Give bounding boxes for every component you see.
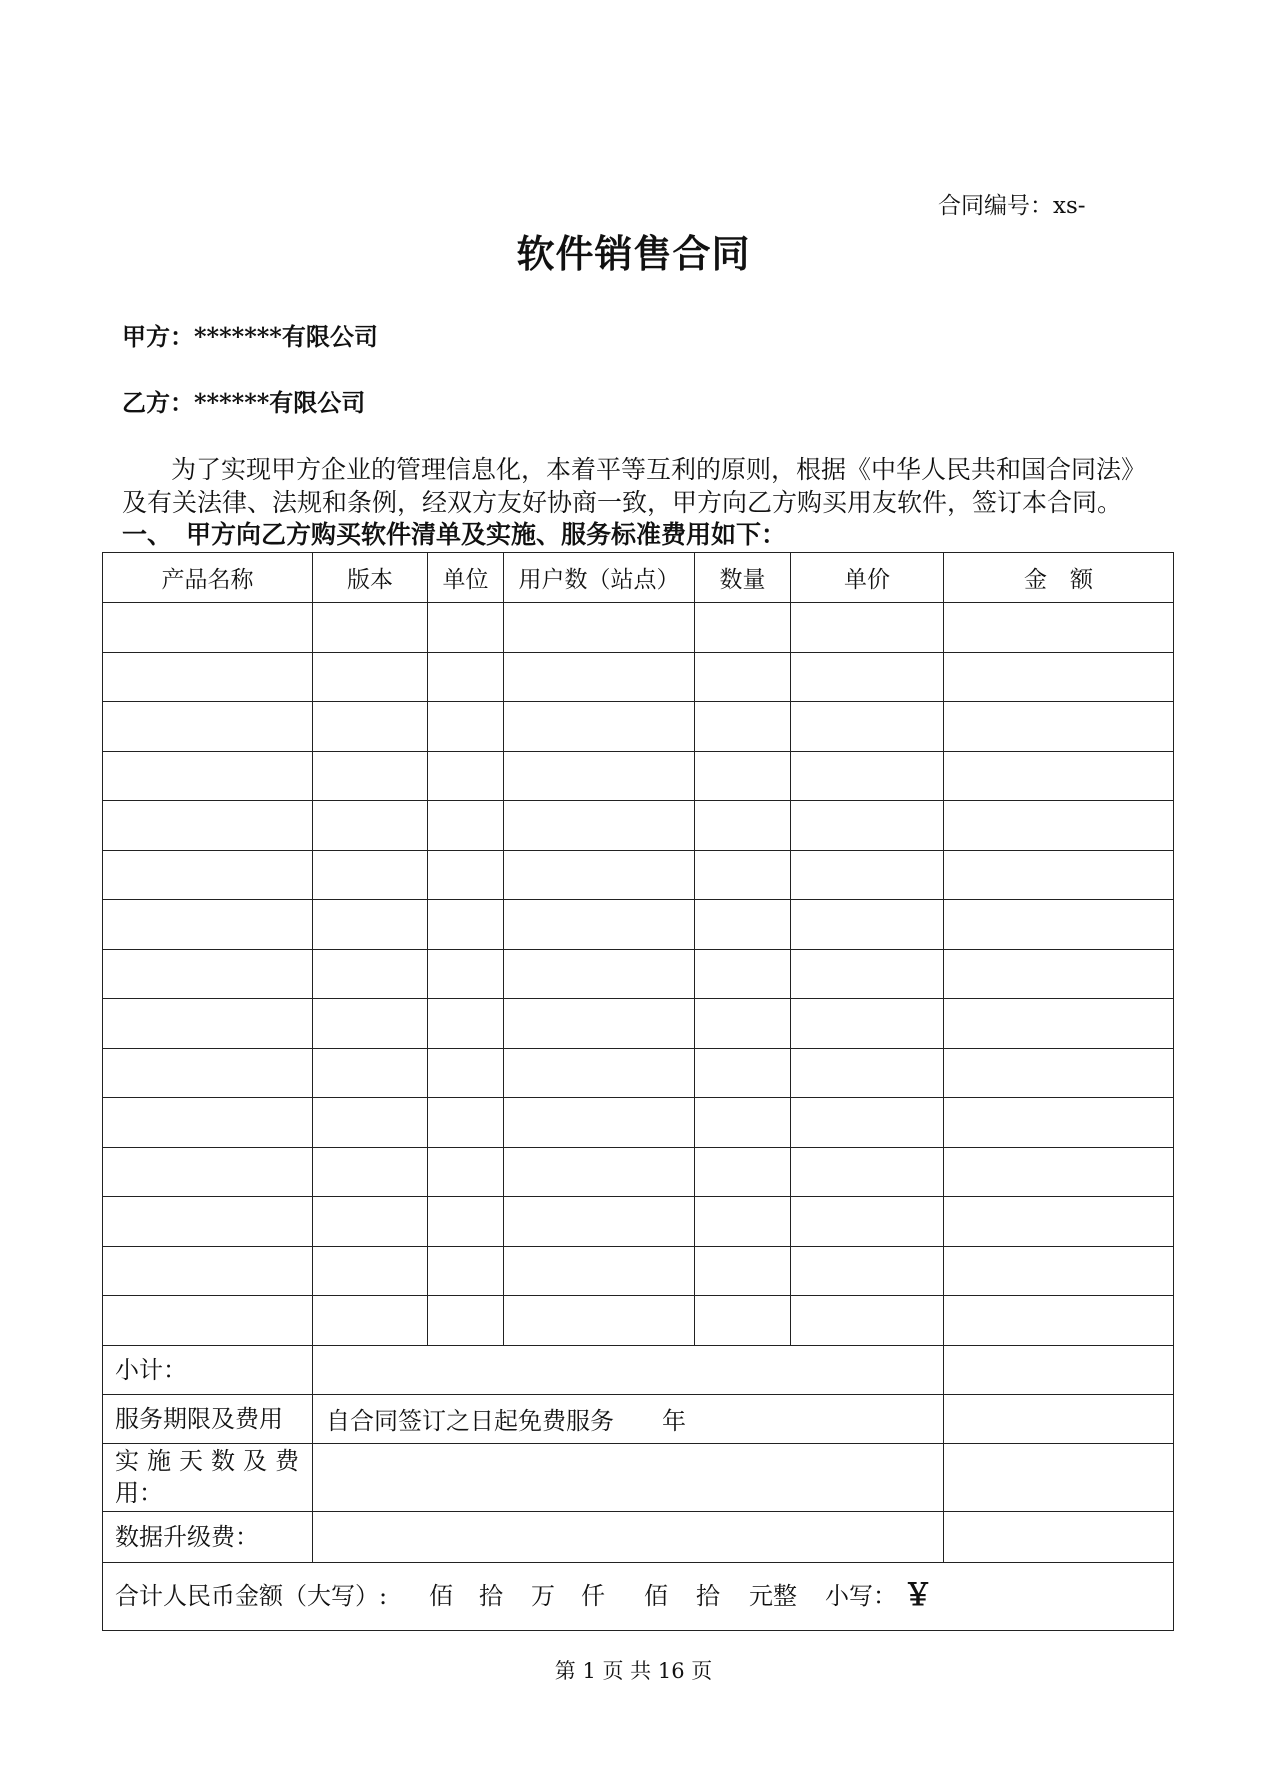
table-row (103, 801, 1174, 851)
intro-paragraph-line-2: 及有关法律、法规和条例，经双方友好协商一致，甲方向乙方购买用友软件，签订本合同。 (122, 488, 1123, 517)
table-cell (313, 900, 428, 950)
table-cell (428, 1098, 504, 1148)
table-row (103, 1098, 1174, 1148)
table-cell (695, 1147, 791, 1197)
table-row (103, 850, 1174, 900)
software-items-table (102, 552, 1174, 1631)
table-cell (504, 603, 695, 653)
table-cell (944, 751, 1174, 801)
table-cell (313, 652, 428, 702)
table-cell (103, 652, 313, 702)
summary-rows (103, 1345, 1174, 1630)
implementation-amount-cell (944, 1443, 1174, 1511)
table-row (103, 652, 1174, 702)
total-unit-yuan: 元整 (749, 1582, 797, 1610)
table-cell (791, 1246, 944, 1296)
service-row (103, 1394, 1174, 1443)
implementation-row (103, 1443, 1174, 1511)
table-cell (504, 999, 695, 1049)
table-cell (313, 999, 428, 1049)
table-cell (695, 949, 791, 999)
total-unit-bai-2: 佰 (644, 1582, 668, 1610)
table-cell (944, 702, 1174, 752)
table-row (103, 702, 1174, 752)
table-cell (791, 1296, 944, 1346)
total-unit-qian: 仟 (581, 1582, 605, 1610)
table-cell (428, 1197, 504, 1247)
column-header-amount: 金 额 (944, 553, 1174, 603)
total-cell (103, 1562, 1174, 1630)
table-cell (313, 801, 428, 851)
table-cell (428, 850, 504, 900)
table-cell (695, 1098, 791, 1148)
table-row (103, 999, 1174, 1049)
table-cell (695, 801, 791, 851)
table-cell (695, 850, 791, 900)
table-row (103, 1147, 1174, 1197)
table-cell (791, 999, 944, 1049)
table-cell (944, 1048, 1174, 1098)
table-row (103, 1296, 1174, 1346)
table-cell (504, 702, 695, 752)
table-row (103, 603, 1174, 653)
table-cell (313, 1197, 428, 1247)
table-cell (428, 1048, 504, 1098)
intro-paragraph-line-1: 为了实现甲方企业的管理信息化，本着平等互利的原则，根据《中华人民共和国合同法》 (171, 455, 1147, 484)
table-cell (313, 850, 428, 900)
table-cell (103, 1098, 313, 1148)
table-cell (103, 603, 313, 653)
table-cell (504, 949, 695, 999)
table-cell (504, 1098, 695, 1148)
table-cell (103, 850, 313, 900)
table-cell (791, 1147, 944, 1197)
table-cell (791, 900, 944, 950)
table-cell (944, 1098, 1174, 1148)
service-label: 服务期限及费用 (103, 1394, 313, 1443)
table-cell (313, 751, 428, 801)
party-b: 乙方：******有限公司 (122, 388, 366, 417)
subtotal-amount-cell (944, 1345, 1174, 1394)
table-cell (944, 1246, 1174, 1296)
subtotal-label: 小计： (103, 1345, 313, 1394)
page-footer: 第 1 页 共 16 页 (554, 1659, 713, 1683)
table-cell (103, 1246, 313, 1296)
total-unit-bai: 佰 (429, 1582, 453, 1610)
table-cell (504, 1246, 695, 1296)
subtotal-row (103, 1345, 1174, 1394)
table-cell (504, 1197, 695, 1247)
total-row (103, 1562, 1174, 1630)
table-cell (695, 999, 791, 1049)
table-row (103, 1246, 1174, 1296)
table-cell (313, 1246, 428, 1296)
table-cell (313, 1147, 428, 1197)
table-cell (791, 949, 944, 999)
table-cell (103, 999, 313, 1049)
total-unit-shi: 拾 (479, 1582, 503, 1610)
table-cell (103, 900, 313, 950)
table-cell (944, 1296, 1174, 1346)
party-a: 甲方：*******有限公司 (122, 322, 378, 351)
table-cell (791, 1098, 944, 1148)
section-heading-text: 甲方向乙方购买软件清单及实施、服务标准费用如下： (186, 520, 787, 549)
table-cell (428, 999, 504, 1049)
table-cell (695, 1048, 791, 1098)
table-cell (791, 603, 944, 653)
table-cell (428, 1296, 504, 1346)
implementation-value-cell (313, 1443, 944, 1511)
document-title: 软件销售合同 (516, 231, 751, 276)
table-cell (103, 1197, 313, 1247)
table-cell (428, 751, 504, 801)
table-cell (313, 702, 428, 752)
total-small-label: 小写： (825, 1582, 897, 1610)
table-cell (695, 1296, 791, 1346)
table-row (103, 900, 1174, 950)
total-label: 合计人民币金额（大写）: (115, 1582, 388, 1610)
table-cell (944, 900, 1174, 950)
section-number: 一、 (122, 520, 173, 549)
table-cell (428, 1147, 504, 1197)
table-cell (428, 900, 504, 950)
table-cell (791, 652, 944, 702)
table-cell (428, 1246, 504, 1296)
table-row (103, 751, 1174, 801)
currency-symbol: ￥ (903, 1578, 933, 1613)
table-cell (313, 603, 428, 653)
table-cell (695, 1246, 791, 1296)
table-cell (791, 801, 944, 851)
table-row (103, 949, 1174, 999)
total-unit-wan: 万 (531, 1582, 555, 1610)
service-amount-cell (944, 1394, 1174, 1443)
table-cell (944, 999, 1174, 1049)
table-cell (313, 1048, 428, 1098)
table-row (103, 1197, 1174, 1247)
upgrade-value-cell (313, 1511, 944, 1562)
table-cell (944, 652, 1174, 702)
table-cell (103, 1147, 313, 1197)
upgrade-label: 数据升级费： (103, 1511, 313, 1562)
table-cell (944, 603, 1174, 653)
table-cell (791, 702, 944, 752)
item-rows (103, 603, 1174, 1346)
section-heading (122, 521, 1122, 549)
table-cell (695, 603, 791, 653)
table-cell (313, 949, 428, 999)
service-value: 自合同签订之日起免费服务 年 (313, 1394, 944, 1443)
table-cell (695, 702, 791, 752)
implementation-label: 实施天数及费用： (103, 1443, 313, 1511)
table-cell (695, 751, 791, 801)
table-cell (944, 850, 1174, 900)
table-header-row (103, 553, 1174, 603)
table-cell (428, 652, 504, 702)
table-cell (103, 801, 313, 851)
table-cell (103, 1048, 313, 1098)
column-header-unit-price: 单价 (791, 553, 944, 603)
table-cell (504, 850, 695, 900)
table-cell (504, 1147, 695, 1197)
table-cell (504, 751, 695, 801)
table-cell (791, 1197, 944, 1247)
table-cell (944, 1147, 1174, 1197)
table-cell (313, 1098, 428, 1148)
table-cell (428, 702, 504, 752)
table-cell (103, 1296, 313, 1346)
table-cell (504, 652, 695, 702)
table-cell (944, 949, 1174, 999)
table-cell (695, 900, 791, 950)
table-cell (504, 1048, 695, 1098)
table-cell (103, 702, 313, 752)
table-cell (428, 949, 504, 999)
total-unit-shi-2: 拾 (696, 1582, 720, 1610)
column-header-user-count: 用户数（站点） (504, 553, 695, 603)
column-header-product-name: 产品名称 (103, 553, 313, 603)
table-cell (428, 603, 504, 653)
table-cell (695, 652, 791, 702)
table-cell (695, 1197, 791, 1247)
table-cell (428, 801, 504, 851)
table-cell (791, 850, 944, 900)
table-cell (791, 1048, 944, 1098)
column-header-version: 版本 (313, 553, 428, 603)
table-cell (944, 1197, 1174, 1247)
table-row (103, 1048, 1174, 1098)
table-cell (944, 801, 1174, 851)
table-cell (103, 949, 313, 999)
upgrade-amount-cell (944, 1511, 1174, 1562)
table-cell (103, 751, 313, 801)
table-cell (504, 900, 695, 950)
table-cell (791, 751, 944, 801)
table-cell (313, 1296, 428, 1346)
table-cell (504, 1296, 695, 1346)
column-header-quantity: 数量 (695, 553, 791, 603)
upgrade-row (103, 1511, 1174, 1562)
contract-number: 合同编号：xs- (938, 193, 1086, 219)
table-cell (504, 801, 695, 851)
subtotal-value-cell (313, 1345, 944, 1394)
column-header-unit: 单位 (428, 553, 504, 603)
